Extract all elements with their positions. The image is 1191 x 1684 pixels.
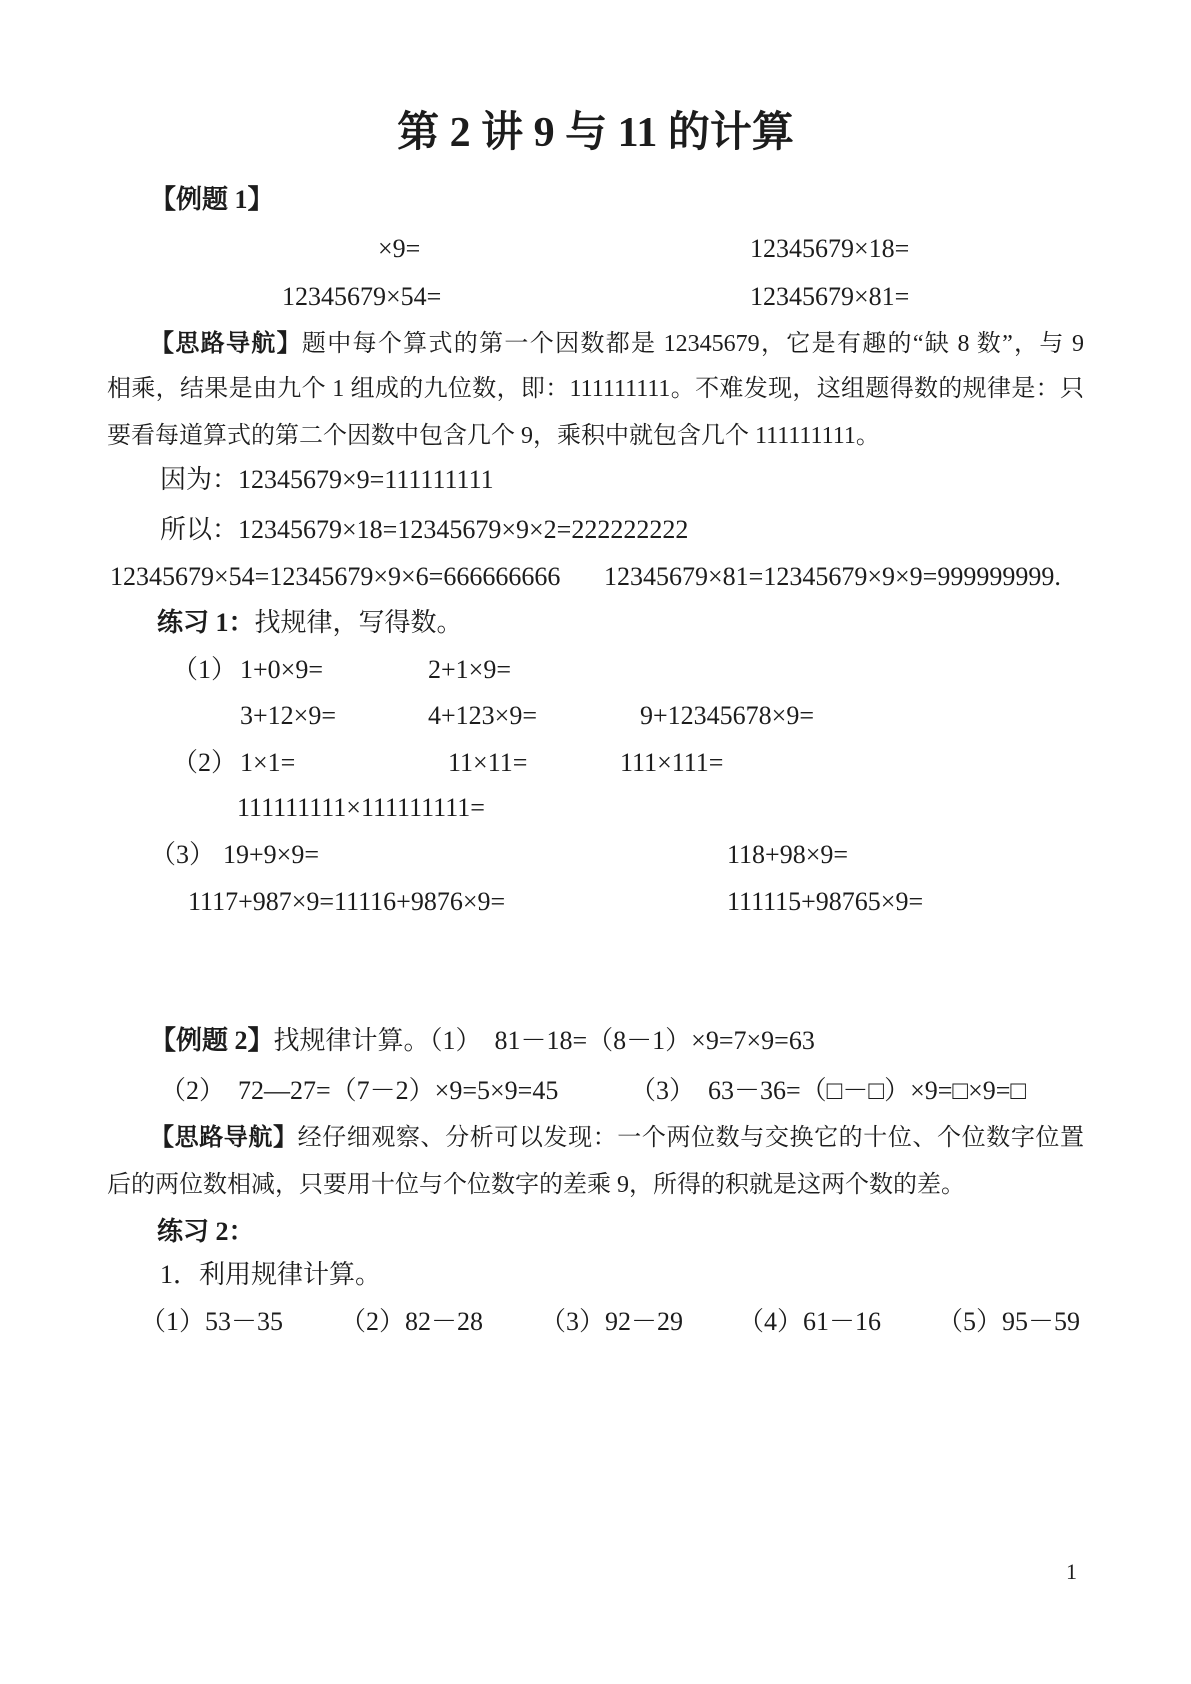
example2-intro: 找规律计算。（1） 81－18=（8－1）×9=7×9=63 [273, 1026, 815, 1055]
example1-guide-line1-text: 题中每个算式的第一个因数都是 12345679，它是有趣的“缺 8 数”，与 9 [301, 331, 1085, 357]
practice1-label: 练习 1： [157, 608, 255, 637]
example1-eq-r1c2: 12345679×18= [750, 234, 910, 263]
example1-eq-r1c1: ×9= [378, 234, 421, 263]
example1-guide-line3: 要看每道算式的第二个因数中包含几个 9，乘积中就包含几个 111111111。 [107, 423, 880, 449]
example2-header [150, 1024, 815, 1058]
page-title: 第 2 讲 9 与 11 的计算 [397, 110, 794, 156]
practice2-row-b: （2）82－28 [340, 1307, 484, 1336]
practice2-label: 练习 2： [157, 1217, 255, 1246]
example2-part2: （2） 72—27=（7－2）×9=5×9=45 [160, 1076, 559, 1105]
practice2-row-c: （3）92－29 [540, 1307, 684, 1336]
practice2-row-a: （1）53－35 [140, 1307, 284, 1336]
example1-eq-r2c2: 12345679×81= [750, 282, 910, 311]
example1-guide-line1 [107, 327, 1084, 361]
example2-heading: 【例题 2】 [150, 1026, 274, 1055]
practice1-row1-b: 2+1×9= [428, 655, 511, 684]
practice2-row-e: （5）95－59 [937, 1307, 1081, 1336]
practice1-row3-c: 111×111= [620, 748, 724, 777]
practice1-row2-c: 9+12345678×9= [640, 701, 814, 730]
example2-part3: （3） 63－36=（□－□）×9=□×9=□ [630, 1076, 1027, 1105]
practice1-row6-b: 111115+98765×9= [727, 887, 924, 916]
practice1-row1-num: （1） [172, 655, 238, 684]
practice1-row3-num: （2） [172, 748, 238, 777]
practice1-row5-num: （3） [150, 840, 216, 869]
example2-guide-line2: 后的两位数相减，只要用十位与个位数字的差乘 9，所得的积就是这两个数的差。 [107, 1172, 965, 1198]
example2-guide-line1 [107, 1121, 1084, 1155]
practice1-row2-b: 4+123×9= [428, 701, 537, 730]
example2-guide-label: 【思路导航】 [150, 1125, 298, 1151]
example1-so-line: 所以：12345679×18=12345679×9×2=222222222 [160, 515, 689, 544]
example1-guide-line2: 相乘，结果是由九个 1 组成的九位数，即：111111111。不难发现，这组题得数的规律是：只 [107, 376, 1084, 402]
practice1-row2-a: 3+12×9= [240, 701, 336, 730]
example2-guide-line1-text: 经仔细观察、分析可以发现：一个两位数与交换它的十位、个位数字位置 [297, 1125, 1085, 1151]
practice1-row5-b: 118+98×9= [727, 840, 849, 869]
practice1-row1-a: 1+0×9= [240, 655, 323, 684]
practice1-row5-a: 19+9×9= [223, 840, 319, 869]
practice1-row3-a: 1×1= [240, 748, 296, 777]
example1-so-line2a: 12345679×54=12345679×9×6=666666666 [110, 562, 561, 591]
example1-so-line2b: 12345679×81=12345679×9×9=999999999. [604, 562, 1061, 591]
practice1-instruction: 找规律，写得数。 [254, 608, 463, 637]
practice2-item1: 1．利用规律计算。 [160, 1260, 382, 1289]
example1-eq-r2c1: 12345679×54= [282, 282, 442, 311]
practice2-row-d: （4）61－16 [738, 1307, 882, 1336]
example1-guide-label: 【思路导航】 [150, 331, 302, 357]
example1-because-line: 因为：12345679×9=111111111 [160, 465, 494, 494]
practice1-row4-a: 111111111×111111111= [237, 793, 485, 822]
page-number: 1 [1066, 1559, 1077, 1584]
practice1-row3-b: 11×11= [448, 748, 528, 777]
example1-heading: 【例题 1】 [150, 185, 274, 214]
practice1-row6-a: 1117+987×9=11116+9876×9= [188, 887, 506, 916]
practice1-header [157, 606, 463, 640]
